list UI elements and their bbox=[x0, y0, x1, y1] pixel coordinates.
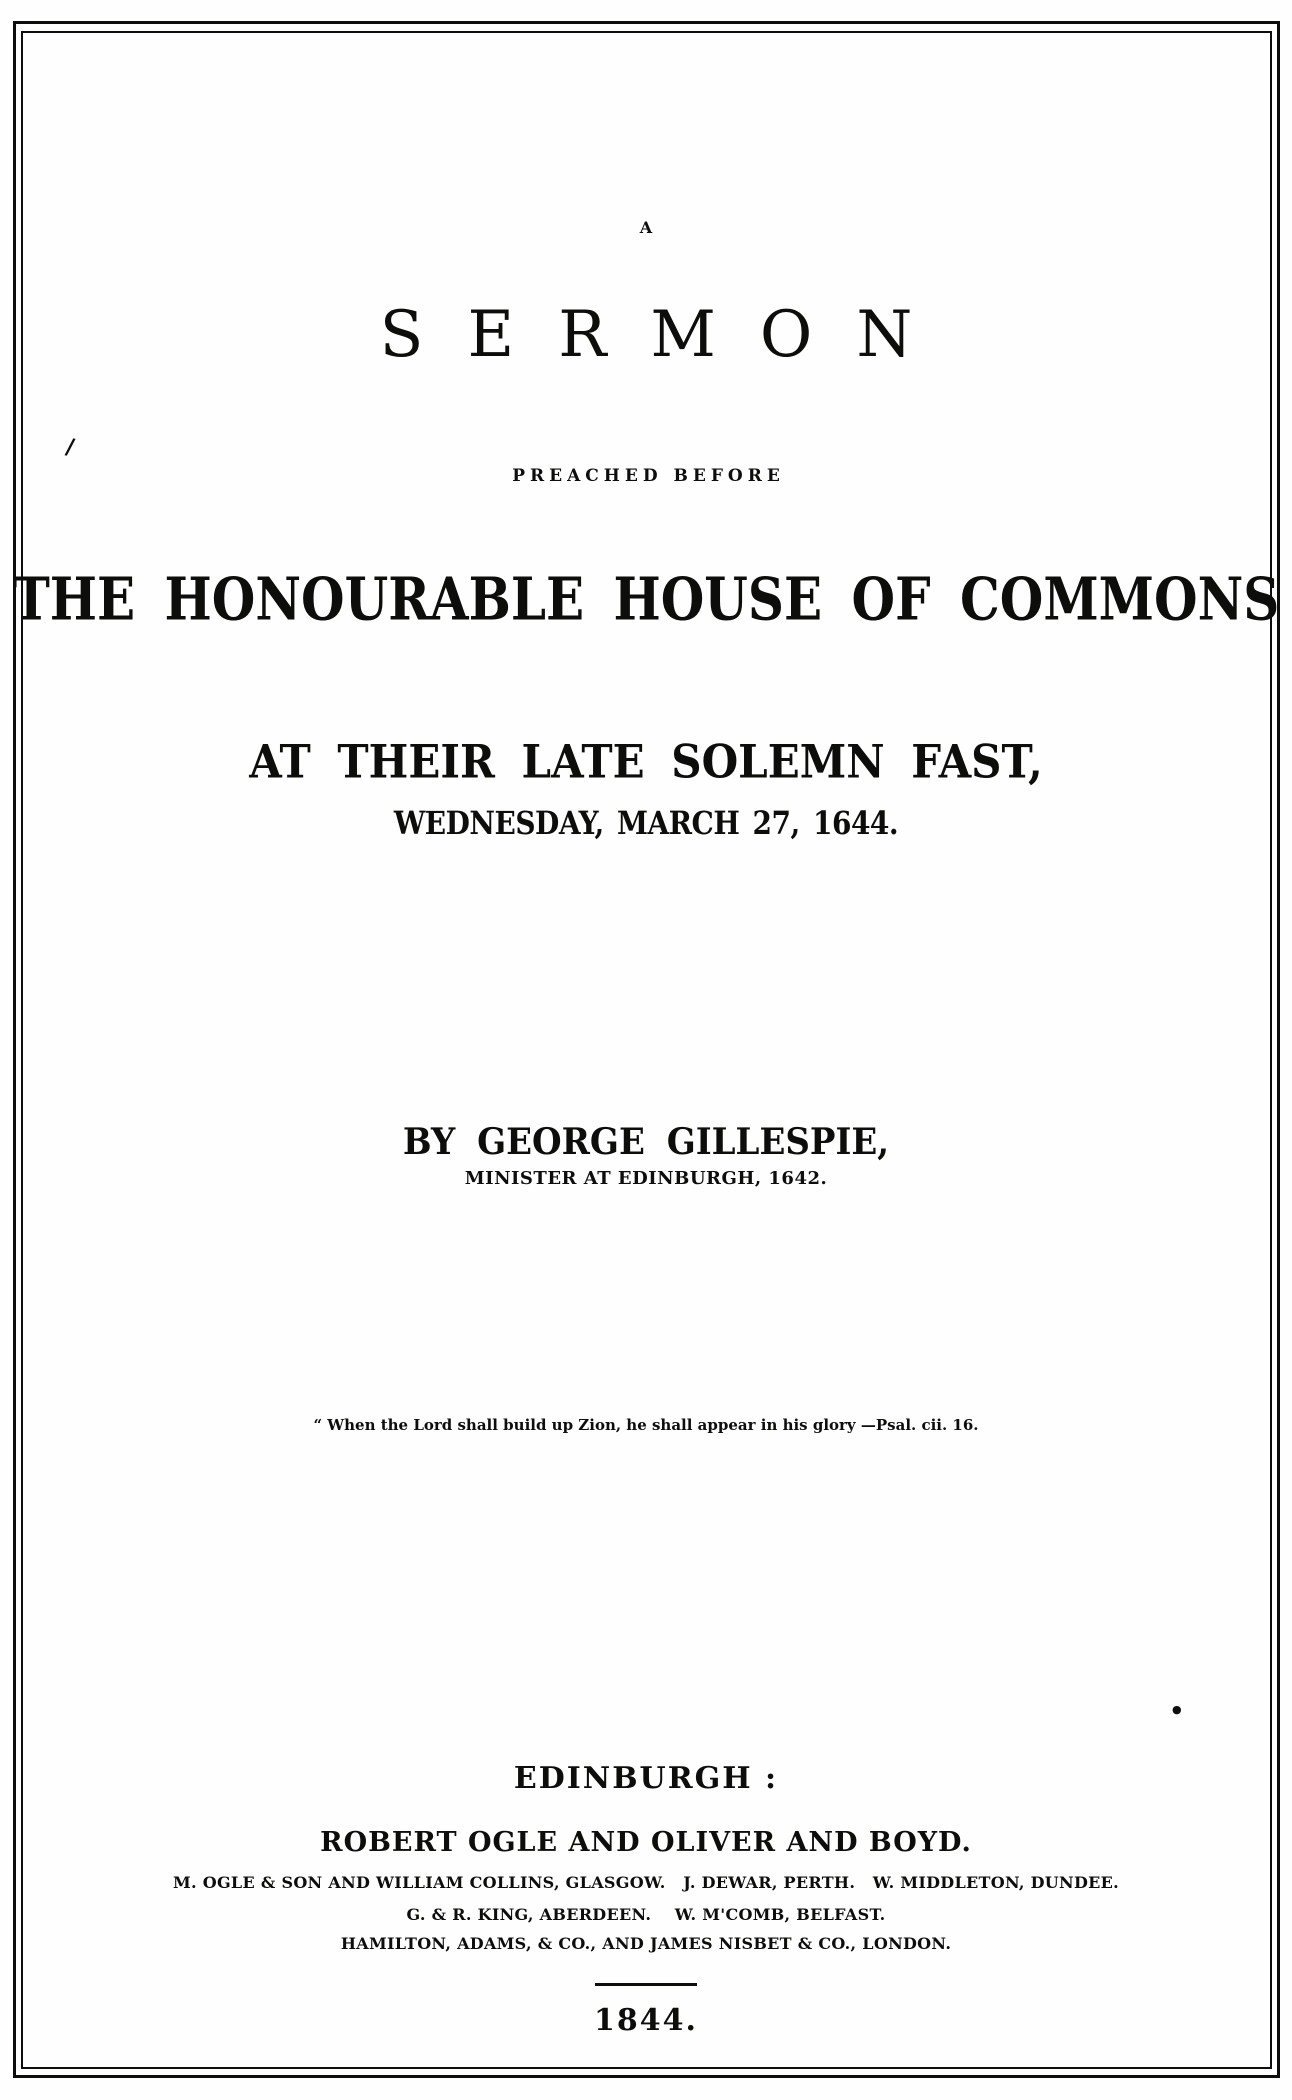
book-title: SERMON bbox=[379, 298, 957, 372]
dedication-title: THE HONOURABLE HOUSE OF COMMONS bbox=[12, 564, 1280, 634]
imprint-year: 1844. bbox=[594, 2003, 698, 2038]
occasion-line: AT THEIR LATE SOLEMN FAST, bbox=[249, 734, 1043, 789]
imprint-distributors-line-3: HAMILTON, ADAMS, & CO., AND JAMES NISBET & CO., LONDON. bbox=[340, 1934, 952, 1953]
series-letter: A bbox=[639, 218, 655, 237]
imprint-divider-rule bbox=[595, 1983, 697, 1986]
imprint-distributors-line-2: G. & R. KING, ABERDEEN. W. M'COMB, BELFAST. bbox=[406, 1905, 886, 1924]
preached-before-line: PREACHED BEFORE bbox=[512, 466, 785, 486]
occasion-date-line: WEDNESDAY, MARCH 27, 1644. bbox=[393, 804, 899, 842]
author-role-line: MINISTER AT EDINBURGH, 1642. bbox=[464, 1168, 828, 1189]
imprint-city: EDINBURGH : bbox=[513, 1761, 779, 1796]
author-by-line: BY GEORGE GILLESPIE, bbox=[402, 1120, 890, 1164]
imprint-publisher: ROBERT OGLE AND OLIVER AND BOYD. bbox=[320, 1827, 972, 1858]
ink-speck: ● bbox=[1172, 1703, 1182, 1716]
imprint-distributors-line-1: M. OGLE & SON AND WILLIAM COLLINS, GLASGOW. J. DEWAR, PERTH. W. MIDDLETON, DUNDEE. bbox=[172, 1873, 1119, 1892]
epigraph: “ When the Lord shall build up Zion, he shall appear in his glory —Psal. cii. 16. bbox=[313, 1416, 979, 1434]
stray-ink-mark: / bbox=[63, 433, 77, 461]
